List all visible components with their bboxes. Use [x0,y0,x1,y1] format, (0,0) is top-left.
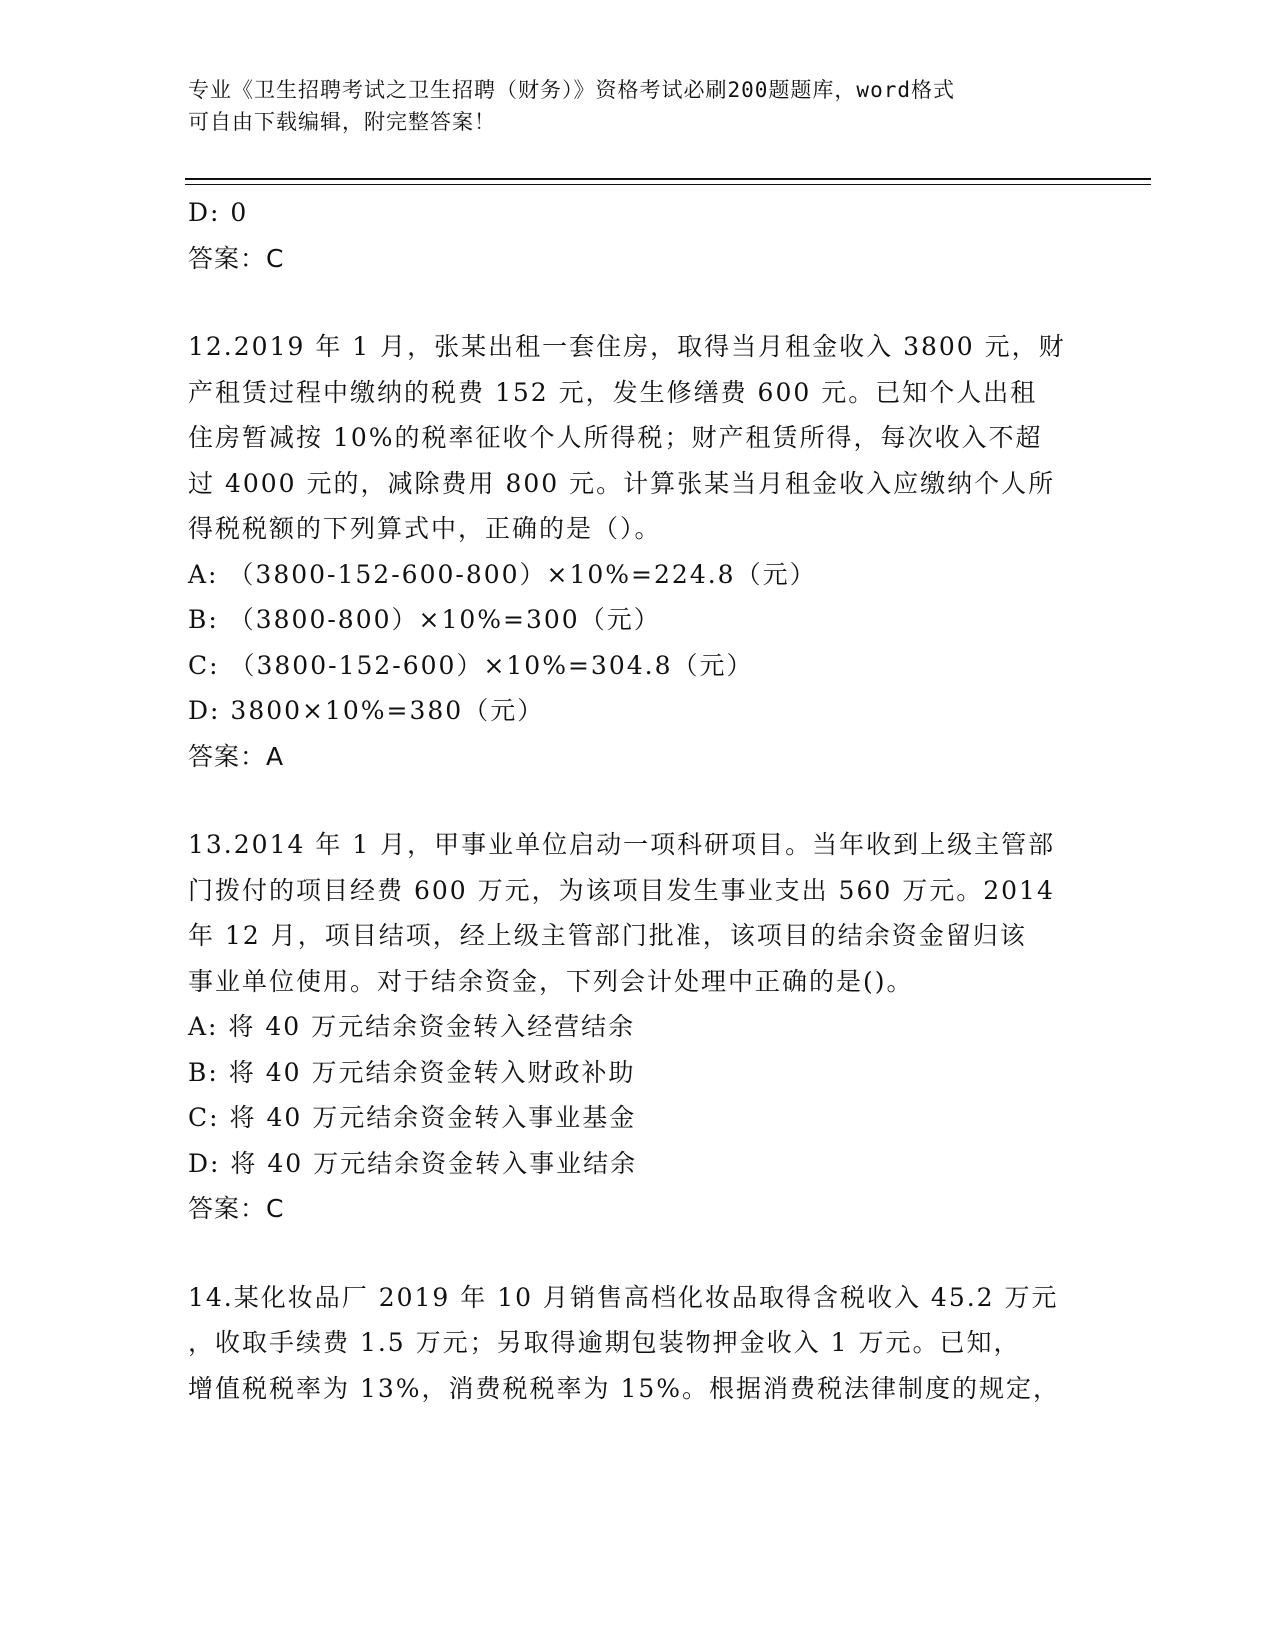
question-stem-line: 门拨付的项目经费 600 万元，为该项目发生事业支出 560 万元。2014 [188,875,1055,905]
option-b: B: 将 40 万元结余资金转入财政补助 [188,1057,636,1087]
question-stem-line: 14.某化妆品厂 2019 年 10 月销售高档化妆品取得含税收入 45.2 万元 [188,1282,1059,1312]
option-d: D: 将 40 万元结余资金转入事业结余 [188,1148,638,1178]
question-14 [188,1275,1088,1412]
question-stem-line: 增值税税率为 13%，消费税税率为 15%。根据消费税法律制度的规定， [188,1373,1061,1403]
option-b: B: （3800-800）×10%=300（元） [188,605,661,634]
question-stem-line: 事业单位使用。对于结余资金，下列会计处理中正确的是()。 [188,966,914,996]
question-stem-line: 年 12 月，项目结项，经上级主管部门批准，该项目的结余资金留归该 [188,921,1027,950]
question-stem-line: 13.2014 年 1 月，甲事业单位启动一项科研项目。当年收到上级主管部 [188,830,1056,859]
question-12 [188,324,1088,779]
header-title-line-1: 专业《卫生招聘考试之卫生招聘（财务）》资格考试必刷200题题库，word格式 [188,78,955,102]
header-title-line-2: 可自由下载编辑，附完整答案！ [188,110,496,134]
question-stem-line: ，收取手续费 1.5 万元；另取得逾期包装物押金收入 1 万元。已知， [188,1328,1021,1357]
option-a: A: （3800-152-600-800）×10%=224.8（元） [188,559,817,589]
spacer [188,281,1088,324]
question-stem-line: 得税税额的下列算式中，正确的是（）。 [188,514,662,543]
option-c: C: （3800-152-600）×10%=304.8（元） [188,650,754,680]
page-header [188,74,1088,138]
question-content [188,190,1088,1411]
option-d: D: 3800×10%=380（元） [188,696,545,725]
prev-question-answer: 答案：C [188,243,285,273]
question-stem-line: 12.2019 年 1 月，张某出租一套住房，取得当月租金收入 3800 元，财 [188,332,1066,361]
question-stem-line: 过 4000 元的，减除费用 800 元。计算张某当月租金收入应缴纳个人所 [188,468,1056,498]
spacer [188,1232,1088,1275]
question-13 [188,822,1088,1232]
answer-label: 答案：C [188,1194,285,1223]
option-c: C: 将 40 万元结余资金转入事业基金 [188,1103,637,1132]
spacer [188,779,1088,822]
question-stem-line: 住房暂减按 10%的税率征收个人所得税；财产租赁所得，每次收入不超 [188,423,1043,452]
prev-question-option-d: D: 0 [188,198,249,227]
header-divider-thin [185,184,1151,185]
question-stem-line: 产租赁过程中缴纳的税费 152 元，发生修缮费 600 元。已知个人出租 [188,377,1038,407]
header-divider-thick [185,178,1151,180]
option-a: A: 将 40 万元结余资金转入经营结余 [188,1012,636,1041]
answer-label: 答案：A [188,741,285,771]
